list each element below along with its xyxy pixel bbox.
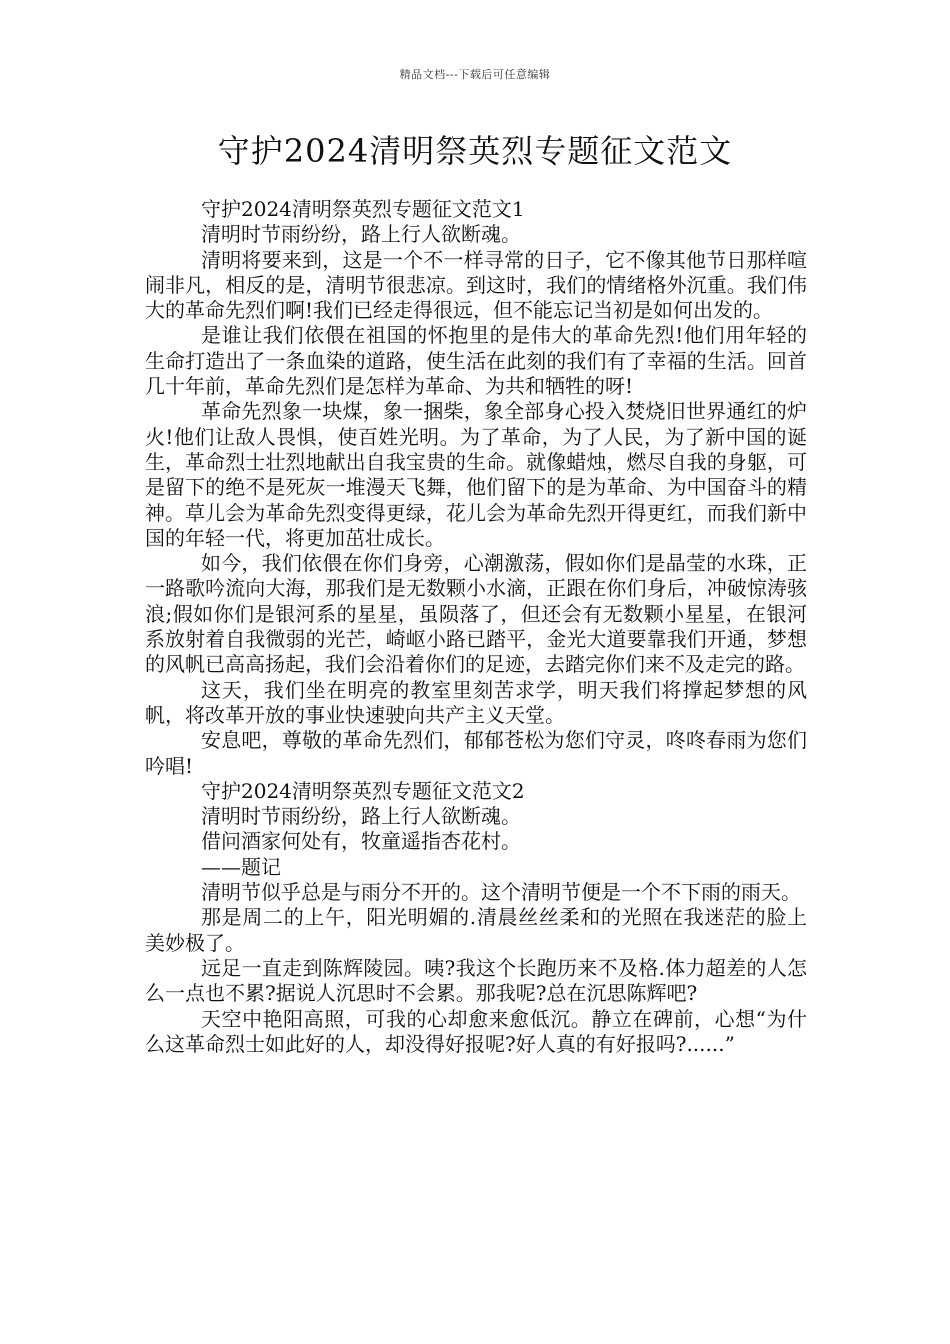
body-paragraph: 清明将要来到，这是一个不一样寻常的日子，它不像其他节日那样喧闹非凡，相反的是，清明节很悲凉。到这时，我们的情绪格外沉重。我们伟大的革命先烈们啊!我们已经走得很远，但不能忘记当初是如何出发的。 <box>145 247 807 323</box>
document-title: 守护2024清明祭英烈专题征文范文 <box>217 132 733 170</box>
section-heading-2: 守护2024清明祭英烈专题征文范文2 <box>201 778 525 803</box>
epigraph-attribution: ——题记 <box>201 854 281 879</box>
section-heading-1: 守护2024清明祭英烈专题征文范文1 <box>201 197 525 221</box>
body-paragraph: 安息吧，尊敬的革命先烈们，郁郁苍松为您们守灵，咚咚春雨为您们吟唱! <box>145 728 807 778</box>
poem-line: 清明时节雨纷纷，路上行人欲断魂。 <box>201 804 521 829</box>
document-body <box>145 197 807 1057</box>
body-paragraph: 这天，我们坐在明亮的教室里刻苦求学，明天我们将撑起梦想的风帆，将改革开放的事业快速驶向共产主义天堂。 <box>145 677 807 727</box>
body-paragraph: 天空中艳阳高照，可我的心却愈来愈低沉。静立在碑前，心想“为什么这革命烈士如此好的人，却没得好报呢?好人真的有好报吗?......” <box>145 1006 807 1056</box>
body-paragraph: 清明节似乎总是与雨分不开的。这个清明节便是一个不下雨的雨天。 <box>201 880 801 905</box>
page-header: 精品文档---下载后可任意编辑 <box>399 68 551 81</box>
poem-line: 清明时节雨纷纷，路上行人欲断魂。 <box>201 222 521 247</box>
body-paragraph: 是谁让我们依偎在祖国的怀抱里的是伟大的革命先烈!他们用年轻的生命打造出了一条血染的道路，使生活在此刻的我们有了幸福的生活。回首几十年前，革命先烈们是怎样为革命、为共和牺牲的呀! <box>145 323 807 399</box>
body-paragraph: 那是周二的上午，阳光明媚的.清晨丝丝柔和的光照在我迷茫的脸上美妙极了。 <box>145 905 807 955</box>
body-paragraph: 如今，我们依偎在你们身旁，心潮激荡，假如你们是晶莹的水珠，正一路歌吟流向大海，那我们是无数颗小水滴，正跟在你们身后，冲破惊涛骇浪;假如你们是银河系的星星，虽陨落了，但还会有无数颗小星星，在银河系放射着自我微弱的光芒，崎岖小路已踏平，金光大道要靠我们开通，梦想的风帆已高高扬起，我们会沿着你们的足迹，去踏完你们来不及走完的路。 <box>145 551 807 677</box>
poem-line: 借问酒家何处有，牧童遥指杏花村。 <box>201 829 521 854</box>
body-paragraph: 远足一直走到陈辉陵园。咦?我这个长跑历来不及格.体力超差的人怎么一点也不累?据说人沉思时不会累。那我呢?总在沉思陈辉吧? <box>145 955 807 1006</box>
body-paragraph: 革命先烈象一块煤，象一捆柴，象全部身心投入焚烧旧世界通红的炉火!他们让敌人畏惧，使百姓光明。为了革命，为了人民，为了新中国的诞生，革命烈士壮烈地献出自我宝贵的生命。就像蜡烛，燃尽自我的身躯，可是留下的绝不是死灰一堆漫天飞舞，他们留下的是为革命、为中国奋斗的精神。草儿会为革命先烈变得更绿，花儿会为革命先烈开得更红，而我们新中国的年轻一代，将更加茁壮成长。 <box>145 399 807 550</box>
